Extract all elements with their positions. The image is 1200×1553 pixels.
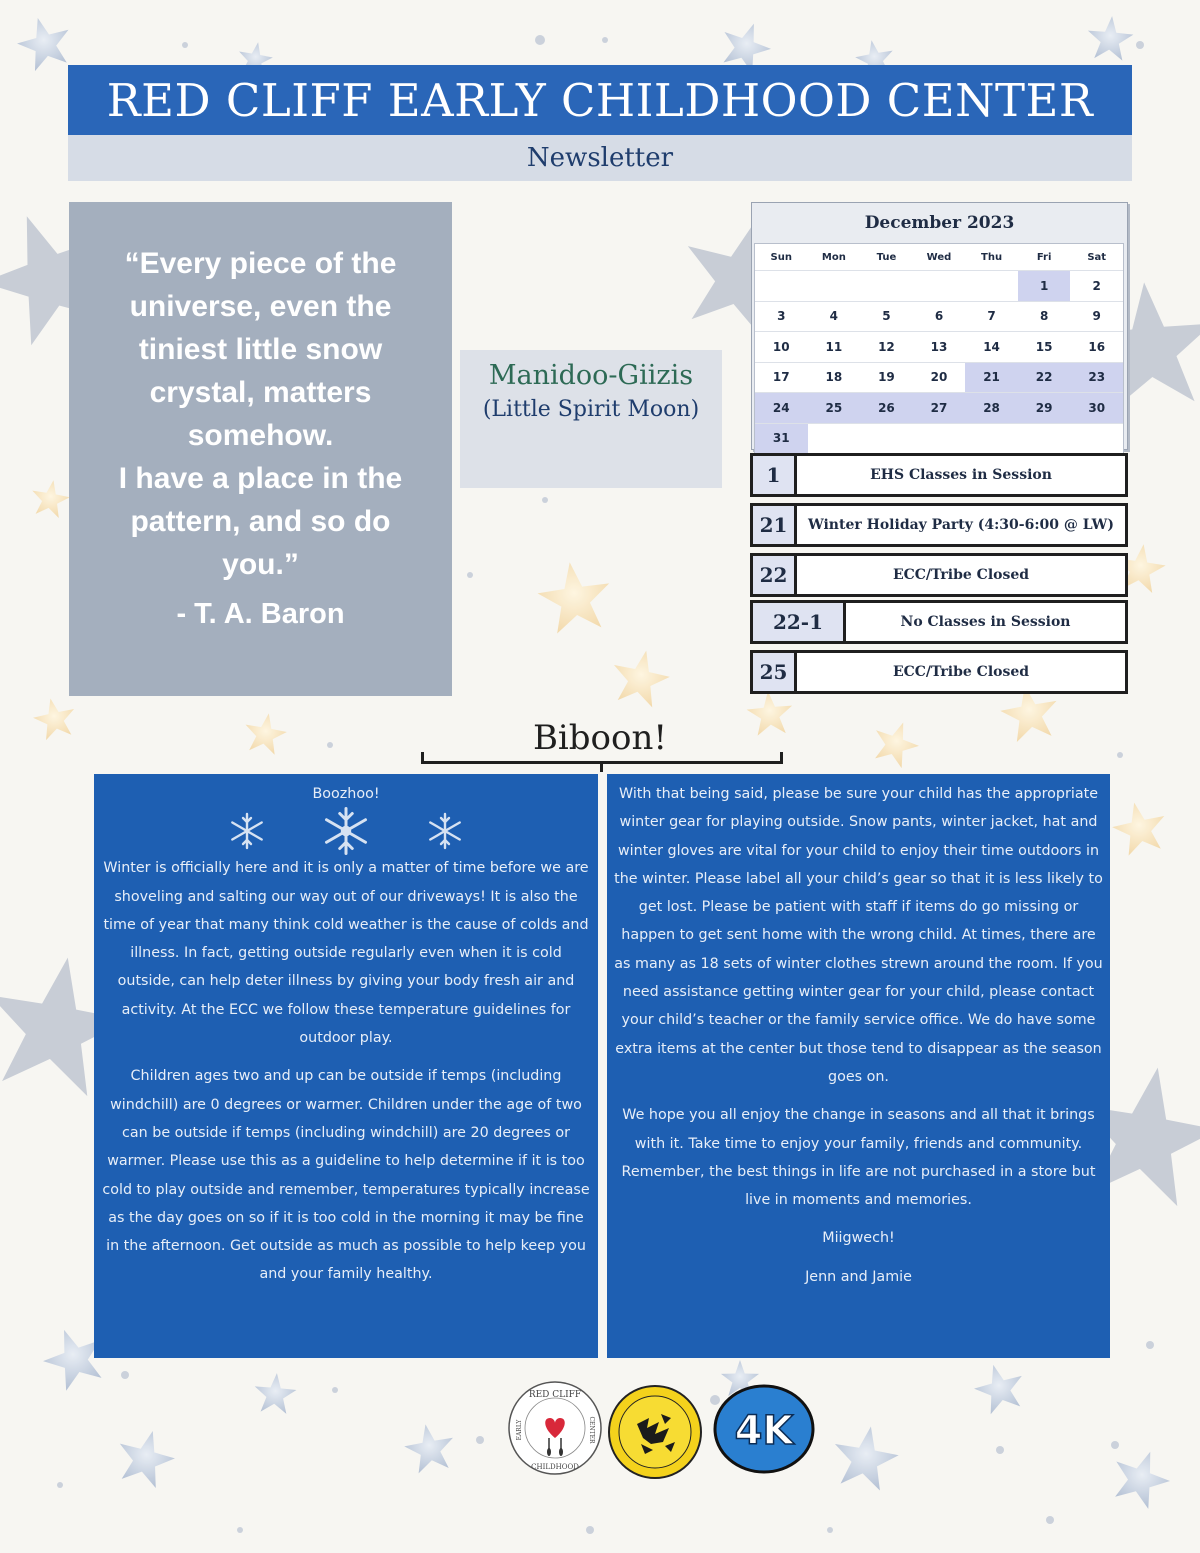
heading-bracket — [421, 752, 783, 764]
calendar-day: 1 — [1018, 271, 1071, 302]
calendar-weekday: Fri — [1018, 244, 1071, 271]
event-row — [750, 503, 1128, 547]
event-label: ECC/Tribe Closed — [892, 664, 1030, 680]
moon-english-name: (Little Spirit Moon) — [482, 397, 700, 422]
calendar-day: 7 — [965, 302, 1018, 333]
snowflake-icon — [425, 811, 465, 851]
moon-box — [460, 350, 722, 488]
snowflake-icon — [321, 806, 371, 856]
calendar-empty-cell — [913, 424, 966, 455]
calendar-empty-cell — [755, 271, 808, 302]
calendar-day: 3 — [755, 302, 808, 333]
calendar-day: 17 — [755, 363, 808, 394]
calendar-day: 23 — [1070, 363, 1123, 394]
calendar-day: 26 — [860, 393, 913, 424]
event-day: 1 — [753, 456, 797, 494]
calendar-day: 28 — [965, 393, 1018, 424]
calendar-day: 22 — [1018, 363, 1071, 394]
heading-bracket-tick — [600, 764, 603, 772]
program-badge-text: 4K — [734, 1408, 794, 1454]
signature: Jenn and Jamie — [805, 1268, 912, 1285]
calendar-day: 30 — [1070, 393, 1123, 424]
calendar-weekday: Sat — [1070, 244, 1123, 271]
event-day: 22 — [753, 556, 797, 594]
event-row — [750, 453, 1128, 497]
calendar-weekday: Thu — [965, 244, 1018, 271]
article-paragraph: With that being said, please be sure your child has the appropriate winter gear for playing outside. Snow pants, winter jacket, hat and winter gloves are vital for your child to enjoy their time outdoors in the winter. Please label all your child’s gear so that it is less likely to get lost. Please be patient with staff if items do go missing or happen to get sent home with the wrong child. At times, there are as many as 18 sets of winter clothes strewn around the room. If you need assistance getting winter gear for your child, please contact your child’s teacher or the family service office. We do have some extra items at the center but those tend to disappear as the season goes on. — [614, 786, 1103, 1085]
calendar-weekday: Sun — [755, 244, 808, 271]
quote-author: - T. A. Baron — [176, 598, 345, 630]
moon-name: Manidoo-Giizis — [488, 360, 694, 391]
calendar-weekday: Mon — [808, 244, 861, 271]
december-calendar — [751, 202, 1128, 450]
calendar-day: 12 — [860, 332, 913, 363]
calendar-empty-cell — [808, 424, 861, 455]
calendar-day: 15 — [1018, 332, 1071, 363]
calendar-day: 16 — [1070, 332, 1123, 363]
calendar-day: 10 — [755, 332, 808, 363]
ecc-logo-text-left: EARLY — [516, 1419, 523, 1441]
calendar-empty-cell — [1070, 424, 1123, 455]
calendar-day: 13 — [913, 332, 966, 363]
closing: Miigwech! — [822, 1230, 895, 1247]
article-right — [607, 774, 1110, 1358]
calendar-day: 27 — [913, 393, 966, 424]
calendar-empty-cell — [808, 271, 861, 302]
calendar-day: 9 — [1070, 302, 1123, 333]
calendar-title: December 2023 — [864, 213, 1015, 233]
calendar-day: 2 — [1070, 271, 1123, 302]
calendar-empty-cell — [860, 424, 913, 455]
calendar-empty-cell — [913, 271, 966, 302]
calendar-empty-cell — [965, 271, 1018, 302]
article-paragraph: Children ages two and up can be outside if temps (including windchill) are 0 degrees or warmer. Children under the age of two can be outside if temps (including windchill) are 20 degrees or warmer. Please use this as a guideline to help determine if it is too cold to play outside and remember, temperatures typically increase as the day goes on so if it is too cold in the morning it may be fine in the afternoon. Get outside as much as possible to help keep you and your family healthy. — [102, 1068, 590, 1283]
article-paragraph: Winter is officially here and it is only a matter of time before we are shoveling and salting our way out of our driveways! It is also the time of year that many think cold weather is the cause of colds and illness. In fact, getting outside regularly even when it is cold outside, can help deter illness by giving your body fresh air and activity. At the ECC we follow these temperature guidelines for outdoor play. — [103, 860, 589, 1047]
event-label: Winter Holiday Party (4:30-6:00 @ LW) — [808, 517, 1114, 533]
section-heading: Biboon! — [532, 718, 668, 758]
ecc-logo — [507, 1380, 603, 1476]
quote-box — [69, 202, 452, 696]
event-row — [750, 650, 1128, 694]
calendar-day: 31 — [755, 424, 808, 455]
newsletter-subtitle: Newsletter — [68, 135, 1132, 181]
event-label: ECC/Tribe Closed — [892, 567, 1030, 583]
ecc-logo-text-right: CENTER — [588, 1416, 595, 1444]
snowflake-icon — [227, 811, 267, 851]
newsletter-title: RED CLIFF EARLY CHILDHOOD CENTER — [68, 65, 1132, 135]
event-row — [750, 600, 1128, 644]
event-label: EHS Classes in Session — [870, 467, 1052, 483]
article-left — [94, 774, 598, 1358]
event-day: 21 — [753, 506, 797, 544]
event-day: 25 — [753, 653, 797, 691]
article-paragraph: We hope you all enjoy the change in seasons and all that it brings with it. Take time to enjoy your family, friends and community. Remember, the best things in life are not purchased in a store but live in moments and memories. — [621, 1107, 1096, 1209]
calendar-day: 18 — [808, 363, 861, 394]
ecc-logo-text-top: RED CLIFF — [528, 1390, 582, 1400]
greeting: Boozhoo! — [312, 786, 380, 802]
calendar-empty-cell — [860, 271, 913, 302]
calendar-day: 29 — [1018, 393, 1071, 424]
calendar-day: 14 — [965, 332, 1018, 363]
calendar-day: 6 — [913, 302, 966, 333]
calendar-day: 4 — [808, 302, 861, 333]
ecc-logo-text-bottom: CHILDHOOD — [531, 1463, 579, 1471]
calendar-day: 21 — [965, 363, 1018, 394]
calendar-day: 20 — [913, 363, 966, 394]
calendar-day: 11 — [808, 332, 861, 363]
calendar-day: 24 — [755, 393, 808, 424]
calendar-day: 8 — [1018, 302, 1071, 333]
tribal-seal-logo — [607, 1384, 703, 1480]
program-4k-logo — [713, 1384, 815, 1474]
event-label: No Classes in Session — [900, 614, 1071, 630]
calendar-weekday: Tue — [860, 244, 913, 271]
event-row — [750, 553, 1128, 597]
calendar-day: 25 — [808, 393, 861, 424]
calendar-empty-cell — [965, 424, 1018, 455]
calendar-empty-cell — [1018, 424, 1071, 455]
calendar-weekday: Wed — [913, 244, 966, 271]
event-day: 22-1 — [753, 603, 846, 641]
snowflake-row — [101, 808, 591, 854]
quote-text: “Every piece of the universe, even the tiniest little snow crystal, matters somehow. I have a place in the pattern, and so do you.” — [118, 247, 403, 581]
calendar-day: 5 — [860, 302, 913, 333]
calendar-grid — [754, 243, 1124, 455]
calendar-day: 19 — [860, 363, 913, 394]
